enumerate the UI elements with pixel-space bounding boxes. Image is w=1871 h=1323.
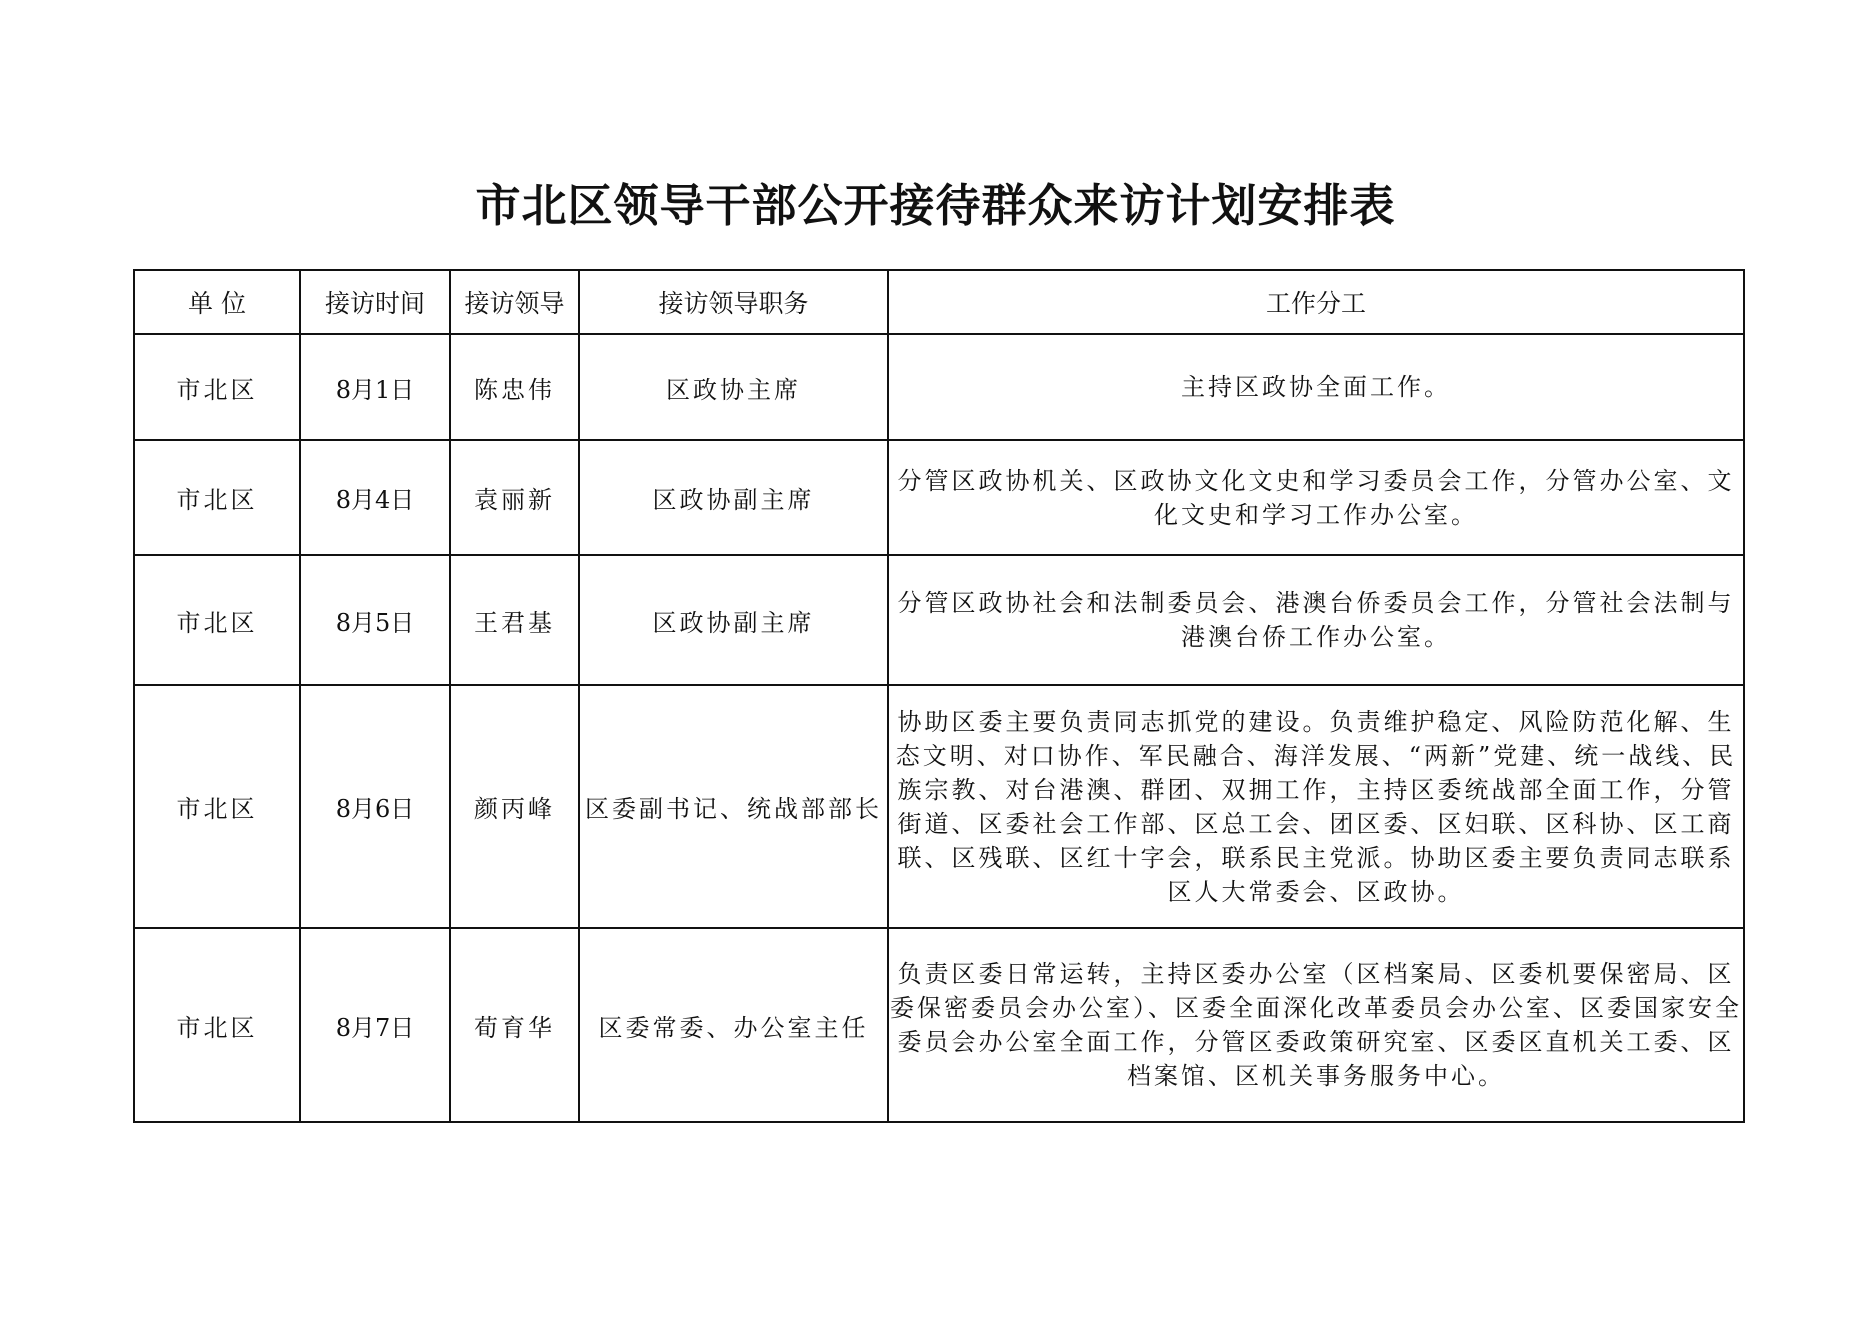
cell-position: 区政协副主席 — [579, 440, 888, 555]
header-date: 接访时间 — [300, 270, 450, 334]
cell-duty: 协助区委主要负责同志抓党的建设。负责维护稳定、风险防范化解、生态文明、对口协作、军民融合、海洋发展、“两新”党建、统一战线、民族宗教、对台港澳、群团、双拥工作，主持区委统战部全面工作，分管街道、区委社会工作部、区总工会、团区委、区妇联、区科协、区工商联、区残联、区红十字会，联系民主党派。协助区委主要负责同志联系区人大常委会、区政协。 — [888, 685, 1744, 928]
schedule-table — [133, 269, 1745, 1123]
cell-duty: 分管区政协社会和法制委员会、港澳台侨委员会工作，分管社会法制与港澳台侨工作办公室。 — [888, 555, 1744, 685]
cell-duty: 主持区政协全面工作。 — [888, 334, 1744, 440]
page-title: 市北区领导干部公开接待群众来访计划安排表 — [475, 179, 1396, 232]
header-position: 接访领导职务 — [579, 270, 888, 334]
cell-leader: 荀育华 — [450, 928, 579, 1122]
table-row — [134, 685, 1744, 928]
cell-unit: 市北区 — [134, 440, 300, 555]
cell-position: 区政协副主席 — [579, 555, 888, 685]
cell-leader: 袁丽新 — [450, 440, 579, 555]
header-unit: 单 位 — [134, 270, 300, 334]
table-row — [134, 440, 1744, 555]
header-leader: 接访领导 — [450, 270, 579, 334]
cell-date: 8月1日 — [300, 334, 450, 440]
cell-position: 区委副书记、统战部部长 — [579, 685, 888, 928]
cell-leader: 颜丙峰 — [450, 685, 579, 928]
cell-duty: 负责区委日常运转，主持区委办公室（区档案局、区委机要保密局、区委保密委员会办公室）、区委全面深化改革委员会办公室、区委国家安全委员会办公室全面工作，分管区委政策研究室、区委区直机关工委、区档案馆、区机关事务服务中心。 — [888, 928, 1744, 1122]
cell-position: 区政协主席 — [579, 334, 888, 440]
cell-unit: 市北区 — [134, 685, 300, 928]
cell-date: 8月6日 — [300, 685, 450, 928]
table-header-row — [134, 270, 1744, 334]
cell-date: 8月7日 — [300, 928, 450, 1122]
cell-duty: 分管区政协机关、区政协文化文史和学习委员会工作，分管办公室、文化文史和学习工作办公室。 — [888, 440, 1744, 555]
cell-date: 8月4日 — [300, 440, 450, 555]
header-duty: 工作分工 — [888, 270, 1744, 334]
cell-unit: 市北区 — [134, 928, 300, 1122]
cell-leader: 王君基 — [450, 555, 579, 685]
cell-position: 区委常委、办公室主任 — [579, 928, 888, 1122]
cell-unit: 市北区 — [134, 555, 300, 685]
cell-date: 8月5日 — [300, 555, 450, 685]
table-row — [134, 555, 1744, 685]
cell-unit: 市北区 — [134, 334, 300, 440]
table-row — [134, 928, 1744, 1122]
table-row — [134, 334, 1744, 440]
cell-leader: 陈忠伟 — [450, 334, 579, 440]
